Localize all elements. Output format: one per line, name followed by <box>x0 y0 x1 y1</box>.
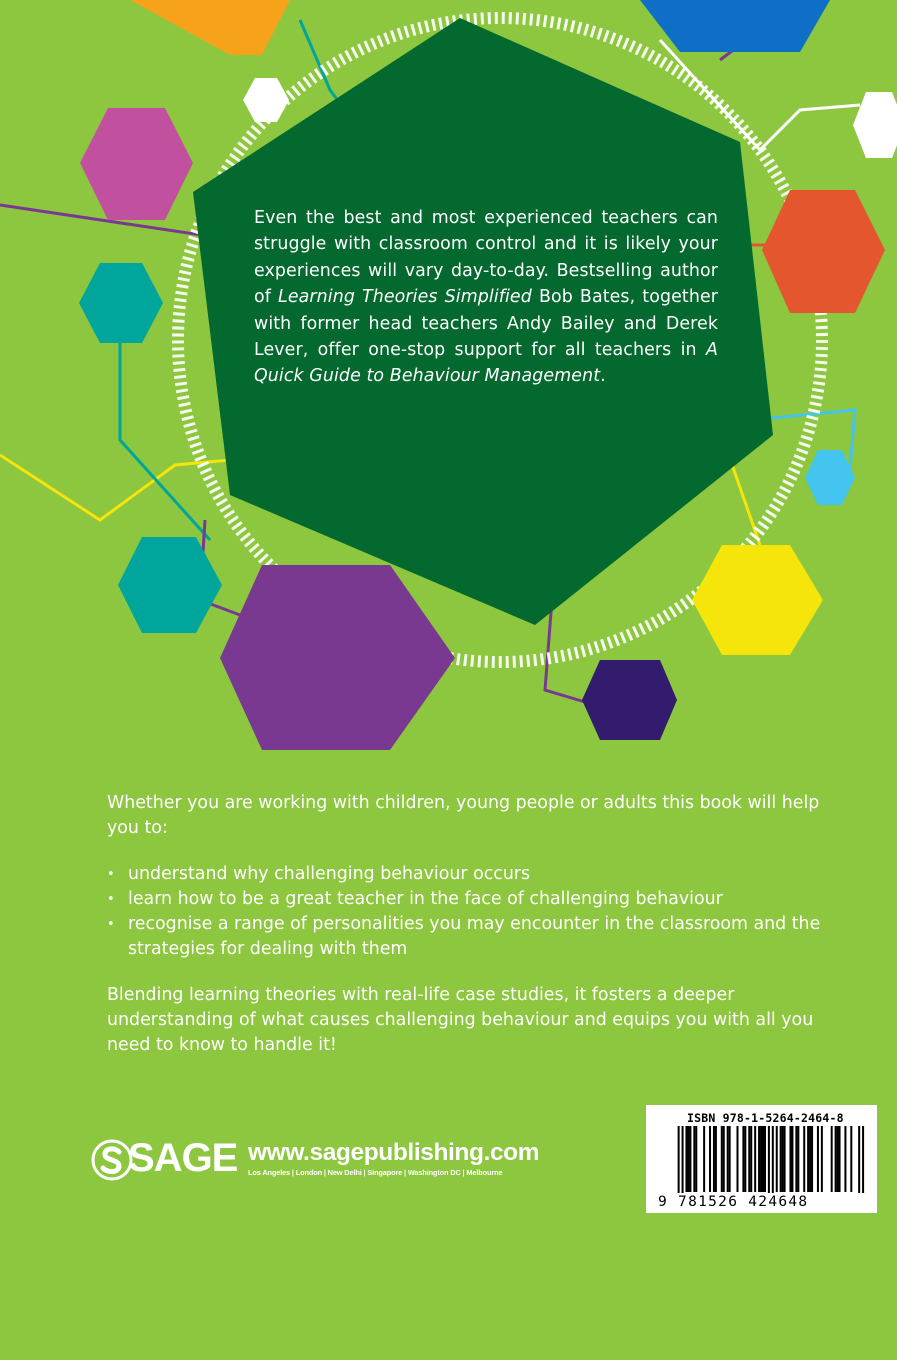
blurb-paragraph <box>254 205 718 390</box>
blurb-text: Even the best and most experienced teachers can struggle with classroom control and it is likely your experiences will vary day-to-day. Bestselling author of <box>254 208 718 308</box>
blurb-text: . <box>600 366 606 387</box>
barcode-bar <box>729 1126 731 1192</box>
barcode-bar <box>862 1126 864 1198</box>
barcode-bar <box>695 1126 697 1192</box>
barcode-bar <box>850 1126 852 1192</box>
publisher-name: SAGE <box>128 1136 238 1180</box>
barcode-bar <box>858 1126 860 1198</box>
red-hexagon <box>762 190 885 313</box>
barcode-bar <box>760 1126 762 1192</box>
barcode-bar <box>693 1126 695 1192</box>
ean-digits: 9 781526 424648 <box>658 1193 868 1211</box>
barcode-bar <box>715 1126 717 1192</box>
barcode-bar <box>678 1126 680 1198</box>
barcode-bar <box>727 1126 729 1192</box>
barcode-bar <box>817 1126 819 1192</box>
barcode-bar <box>844 1126 846 1192</box>
barcode-bar <box>782 1126 784 1192</box>
list-item: • learn how to be a great teacher in the face of challenging behaviour <box>107 887 837 912</box>
barcode-bar <box>703 1126 705 1192</box>
barcode-bar <box>768 1126 770 1198</box>
magenta-hexagon <box>80 108 193 220</box>
barcode-bar <box>754 1126 756 1192</box>
publisher-logo <box>90 1136 560 1188</box>
barcode-bar <box>803 1126 805 1192</box>
barcode-bar <box>764 1126 766 1192</box>
barcode <box>646 1105 877 1213</box>
white-hexagon <box>853 92 897 158</box>
barcode-bar <box>831 1126 833 1192</box>
benefit-list <box>107 862 837 962</box>
barcode-bar <box>685 1126 687 1192</box>
indigo-hexagon <box>582 660 677 740</box>
book-title: Learning Theories Simplified <box>278 287 532 308</box>
blurb-text: Bob Bates, together with former head teachers Andy Bailey and Derek Lever, offer one-stop support for all teachers in <box>254 287 718 361</box>
barcode-bar <box>750 1126 752 1192</box>
barcode-bar <box>784 1126 786 1192</box>
blue-hexagon <box>640 0 830 52</box>
barcode-bar <box>713 1126 715 1192</box>
barcode-bar <box>762 1126 764 1192</box>
barcode-bar <box>772 1126 774 1198</box>
barcode-bar <box>742 1126 744 1192</box>
barcode-bars <box>658 1126 866 1198</box>
barcode-bar <box>758 1126 760 1192</box>
barcode-bar <box>839 1126 841 1192</box>
isbn-text: ISBN 978-1-5264-2464-8 <box>687 1111 844 1125</box>
barcode-bar <box>807 1126 809 1192</box>
barcode-bar <box>821 1126 823 1192</box>
publisher-url: www.sagepublishing.com <box>248 1139 540 1166</box>
barcode-bar <box>748 1126 750 1192</box>
barcode-bar <box>776 1126 778 1192</box>
barcode-bar <box>744 1126 746 1192</box>
barcode-bar <box>837 1126 839 1192</box>
barcode-bar <box>791 1126 793 1192</box>
purple-hexagon <box>220 565 455 750</box>
connector-line <box>0 455 230 520</box>
intro-paragraph: Whether you are working with children, young people or adults this book will help you to: <box>107 793 820 838</box>
barcode-bar <box>795 1126 797 1192</box>
list-item: • recognise a range of personalities you may encounter in the classroom and the strategies for dealing with them <box>107 912 837 962</box>
barcode-bar <box>689 1126 691 1192</box>
barcode-bar <box>723 1126 725 1192</box>
yellow-hexagon <box>692 545 823 655</box>
publisher-cities: Los Angeles | London | New Delhi | Singapore | Washington DC | Melbourne <box>248 1168 503 1177</box>
barcode-bar <box>811 1126 813 1192</box>
barcode-bar <box>809 1126 811 1192</box>
barcode-bar <box>709 1126 711 1192</box>
teal-hexagon <box>118 537 222 633</box>
white-hexagon <box>243 78 289 122</box>
connector-line <box>120 340 210 540</box>
list-item: • understand why challenging behaviour occurs <box>107 862 837 887</box>
barcode-bar <box>736 1126 738 1192</box>
barcode-bar <box>797 1126 799 1192</box>
teal-hexagon <box>79 263 163 343</box>
barcode-bar <box>835 1126 837 1192</box>
barcode-bar <box>721 1126 723 1192</box>
book-title: A Quick Guide to Behaviour Management <box>254 340 718 387</box>
closing-paragraph: Blending learning theories with real-life case studies, it fosters a deeper understanding of what causes challenging behaviour and equips you with all you need to know to handle it! <box>107 985 814 1055</box>
barcode-bar <box>780 1126 782 1192</box>
barcode-bar <box>789 1126 791 1192</box>
barcode-bar <box>687 1126 689 1192</box>
sky-hexagon <box>805 450 855 505</box>
orange-hexagon <box>130 0 290 55</box>
barcode-bar <box>682 1126 684 1198</box>
